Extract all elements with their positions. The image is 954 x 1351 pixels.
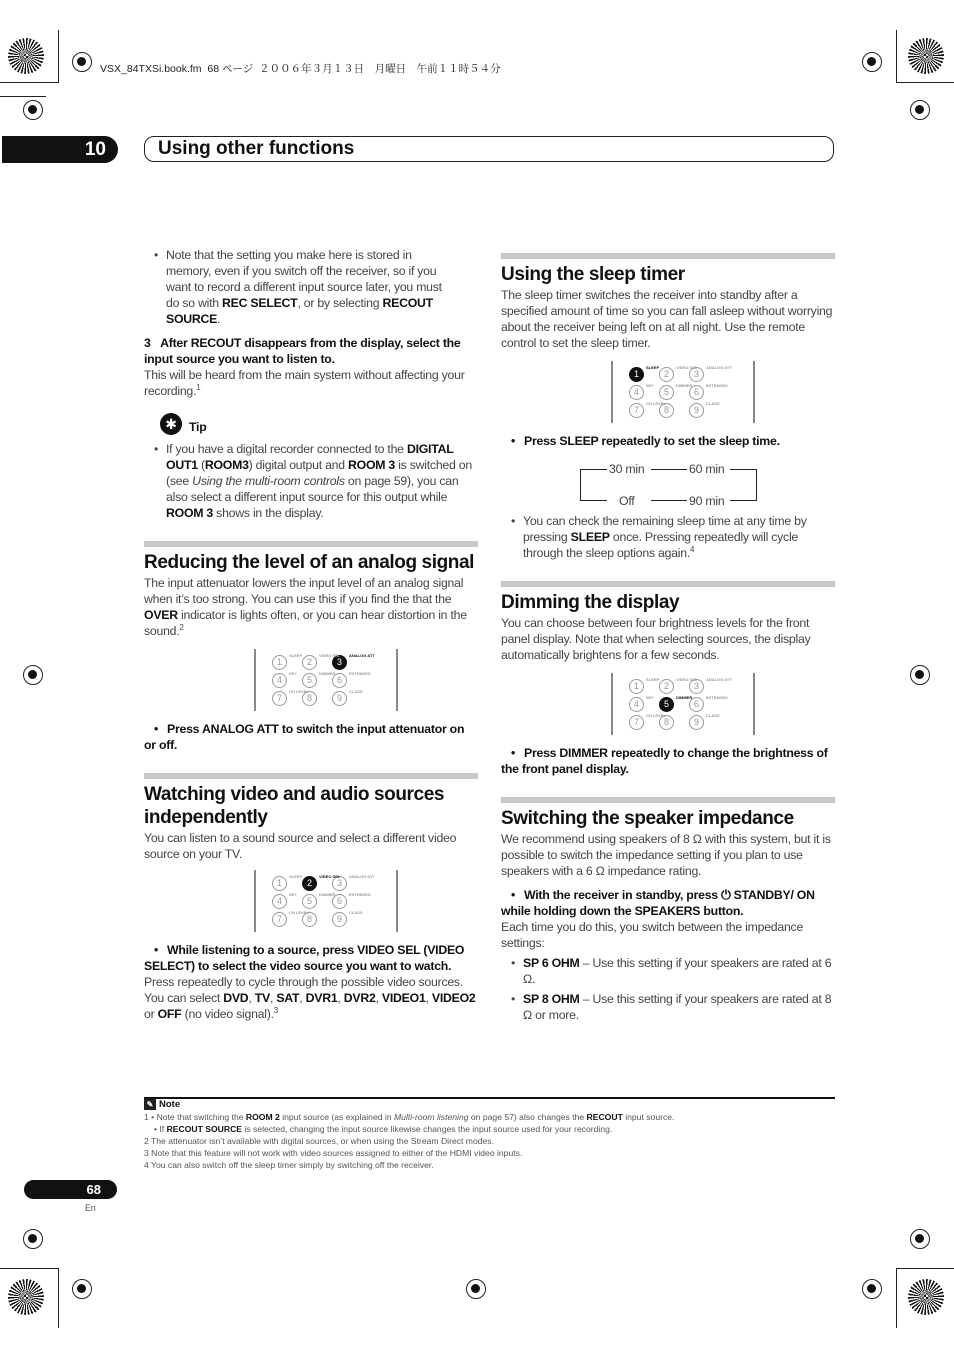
remote-key-label: DIMMER [676,695,693,700]
remote-key-8: 8 [659,403,674,418]
remote-key-8: 8 [302,912,317,927]
remote-key-5: 5 [659,385,674,400]
remote-key-4: 4 [272,894,287,909]
crosshair-icon [862,52,882,72]
dimmer-step: • Press DIMMER repeatedly to change the brightness of the front panel display. [501,745,835,777]
chapter-number: 10 [2,136,118,163]
remote-key-label: EXTENDED [349,671,371,676]
remote-key-label: CH LEVEL [646,401,666,406]
remote-key-label: VIDEO SEL [676,365,698,370]
remote-key-label: SR+ [289,671,297,676]
remote-key-2: 2 [302,655,317,670]
remote-key-label: CLASS [706,713,720,718]
analog-step: • Press ANALOG ATT to switch the input attenuator on or off. [144,721,478,753]
remote-key-1: 1 [272,655,287,670]
remote-key-7: 7 [272,691,287,706]
tip-icon: ✱ [160,413,182,435]
sleep-option: Off [619,494,635,508]
footnote: 4 You can also switch off the sleep timer simply by switching off the receiver. [144,1160,434,1170]
section-divider [501,797,835,803]
remote-key-label: DIMMER [676,383,693,388]
remote-key-label: ANALOG ATT [349,874,375,879]
sleep-step: • Press SLEEP repeatedly to set the sleep time. [501,433,835,449]
footnote: • If RECOUT SOURCE is selected, changing the input source likewise changes the input source used for your recording. [154,1124,613,1134]
section-title-dimmer: Dimming the display [501,592,680,613]
note-pencil-icon: ✎ [144,1099,156,1110]
crosshair-icon [23,100,43,120]
remote-key-label: CLASS [706,401,720,406]
remote-keypad-analog-att [254,649,398,711]
impedance-step: • With the receiver in standby, press ⏻ STANDBY/ ON while holding down the SPEAKERS button. [501,887,835,919]
remote-key-label: SLEEP [646,365,660,370]
remote-key-3: 3 [332,876,347,891]
tip-header [144,413,478,439]
remote-key-label: EXTENDED [349,892,371,897]
registration-star-icon [908,38,944,74]
registration-star-icon [908,1279,944,1315]
remote-key-label: VIDEO SEL [319,653,341,658]
print-header: VSX_84TXSi.book.fm 68 ページ ２００６年３月１３日 月曜日 午前１１時５４分 [100,63,501,75]
remote-key-label: SLEEP [289,874,303,879]
crosshair-icon [72,52,92,72]
remote-key-label: VIDEO SEL [676,677,698,682]
remote-key-label: DIMMER [319,892,336,897]
section-divider [501,253,835,259]
remote-key-1: 1 [629,367,644,382]
section-divider [144,773,478,779]
remote-key-6: 6 [332,894,347,909]
tip-label: Tip [189,420,207,434]
chapter-title-bar [144,136,834,162]
remote-key-6: 6 [689,697,704,712]
remote-key-5: 5 [302,673,317,688]
registration-star-icon [8,1279,44,1315]
remote-key-label: CLASS [349,689,363,694]
remote-key-label: ANALOG ATT [706,677,732,682]
crosshair-icon [910,665,930,685]
sleep-option: 30 min [609,462,645,476]
remote-key-3: 3 [332,655,347,670]
impedance-after: Each time you do this, you switch between the impedance settings: [501,920,804,950]
section-divider [144,541,478,547]
remote-key-label: CH LEVEL [646,713,666,718]
footnote: 1 • Note that switching the ROOM 2 input source (as explained in Multi-room listening on page 57) also changes the RECOUT input source. [144,1112,675,1122]
remote-key-label: CLASS [349,910,363,915]
tip-text: • If you have a digital recorder connected to the DIGITAL OUT1 (ROOM3) digital output and ROOM 3 is switched on (see Using the multi-room controls on page 59), you can also select a different input source for this output while ROOM 3 shows in the display. [144,441,478,521]
remote-key-label: ANALOG ATT [349,653,375,658]
remote-key-7: 7 [629,715,644,730]
remote-key-4: 4 [629,385,644,400]
sleep-bullet: • You can check the remaining sleep time at any time by pressing SLEEP once. Pressing repeatedly will cycle through the sleep options again.$^4$ [501,513,835,561]
section-divider [501,581,835,587]
crosshair-icon [466,1279,486,1299]
crosshair-icon [910,100,930,120]
remote-key-label: CH LEVEL [289,689,309,694]
remote-key-6: 6 [332,673,347,688]
crosshair-icon [23,1229,43,1249]
remote-keypad-video-sel [254,870,398,932]
remote-key-4: 4 [272,673,287,688]
remote-key-2: 2 [302,876,317,891]
remote-key-label: SR+ [646,695,654,700]
remote-key-8: 8 [302,691,317,706]
crosshair-icon [910,1229,930,1249]
video-after: Press repeatedly to cycle through the possible video sources. You can select DVD, TV, SAT, DVR1, DVR2, VIDEO1, VIDEO2 or OFF (no video signal).$^3$ [144,975,476,1021]
remote-key-9: 9 [689,715,704,730]
impedance-option: • SP 6 OHM – Use this setting if your speakers are rated at 6 Ω. [501,955,835,987]
remote-key-9: 9 [689,403,704,418]
recout-note: • Note that the setting you make here is stored in memory, even if you switch off the receiver, so if you want to record a different input source later, you must do so with REC SELECT, or by selecting RECOUT SOURCE. [144,247,456,327]
section-title-impedance: Switching the speaker impedance [501,808,794,829]
remote-key-7: 7 [629,403,644,418]
remote-key-3: 3 [689,679,704,694]
sleep-option: 60 min [689,462,725,476]
remote-key-label: EXTENDED [706,695,728,700]
remote-key-label: EXTENDED [706,383,728,388]
remote-key-label: SR+ [646,383,654,388]
left-column [144,247,478,1022]
crosshair-icon [862,1279,882,1299]
remote-key-label: SLEEP [289,653,303,658]
remote-key-label: SLEEP [646,677,660,682]
remote-key-label: SR+ [289,892,297,897]
sleep-body: The sleep timer switches the receiver into standby after a specified amount of time so you can fall asleep without worrying about the receiver being left on at all night. Use the remote control to set the sleep timer. [501,288,833,350]
page-number: 68 [24,1180,117,1199]
footnote: 3 Note that this feature will not work with video sources assigned to either of the HDMI video inputs. [144,1148,523,1158]
remote-key-8: 8 [659,715,674,730]
footnote: 2 The attenuator isn’t available with digital sources, or when using the Stream Direct modes. [144,1136,494,1146]
remote-key-1: 1 [629,679,644,694]
section-title-sleep: Using the sleep timer [501,264,685,285]
language-label: En [85,1203,96,1213]
remote-key-6: 6 [689,385,704,400]
chapter-title: Using other functions [158,138,355,159]
impedance-body: We recommend using speakers of 8 Ω with this system, but it is possible to switch the impedance setting if you plan to use speakers with a 6 Ω impedance rating. [501,832,831,878]
sleep-cycle-diagram [580,462,757,508]
crosshair-icon [23,665,43,685]
remote-key-label: CH LEVEL [289,910,309,915]
footnotes [144,1097,835,1171]
remote-keypad-sleep [611,361,755,423]
remote-keypad-dimmer [611,673,755,735]
remote-key-label: VIDEO SEL [319,874,341,879]
remote-key-5: 5 [659,697,674,712]
video-step: • While listening to a source, press VIDEO SEL (VIDEO SELECT) to select the video source you want to watch. [144,942,478,974]
right-column [501,253,835,1023]
analog-body: The input attenuator lowers the input level of an analog signal when it’s too strong. You can use this if you find the that the OVER indicator is lights often, or you can hear distortion in the sound.$^2$ [144,576,467,638]
section-title-video: Watching video and audio sources independently [144,784,445,828]
video-body: You can listen to a sound source and select a different video source on your TV. [144,831,457,861]
sleep-option: 90 min [689,494,725,508]
remote-key-9: 9 [332,912,347,927]
remote-key-label: ANALOG ATT [706,365,732,370]
remote-key-5: 5 [302,894,317,909]
impedance-option: • SP 8 OHM – Use this setting if your speakers are rated at 8 Ω or more. [501,991,835,1023]
dimmer-body: You can choose between four brightness levels for the front panel display. Note that when selecting sources, the display automatically brightens for a few seconds. [501,616,811,662]
crosshair-icon [72,1279,92,1299]
remote-key-label: DIMMER [319,671,336,676]
section-title-analog: Reducing the level of an analog signal [144,552,475,573]
remote-key-1: 1 [272,876,287,891]
step-3: 3 After RECOUT disappears from the display, select the input source you want to listen to. This will be heard from the main system without affecting your recording.$^1$ [144,336,465,398]
remote-key-2: 2 [659,367,674,382]
registration-star-icon [8,38,44,74]
remote-key-7: 7 [272,912,287,927]
remote-key-9: 9 [332,691,347,706]
remote-key-4: 4 [629,697,644,712]
remote-key-2: 2 [659,679,674,694]
remote-key-3: 3 [689,367,704,382]
note-label: Note [159,1099,181,1110]
